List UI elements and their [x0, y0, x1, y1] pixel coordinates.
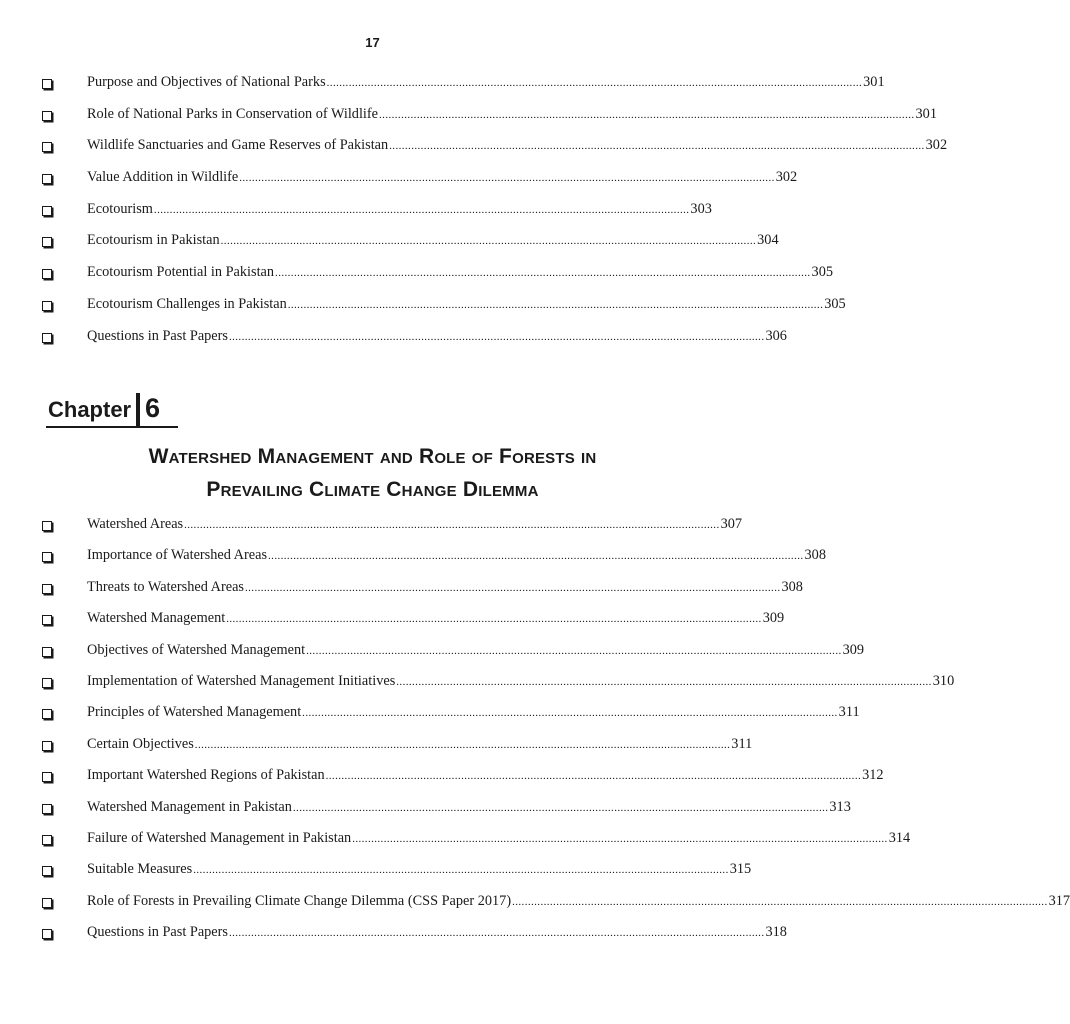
checkbox-bullet-icon	[42, 142, 52, 152]
toc-entry	[42, 735, 753, 767]
dot-leader: ..........................................................................................................................................................................	[292, 801, 829, 814]
dot-leader: ..........................................................................................................................................................................	[287, 298, 824, 311]
chapter-underline	[46, 426, 178, 428]
dot-leader: ..........................................................................................................................................................................	[194, 738, 731, 751]
toc-entry-title: Watershed Management in Pakistan	[87, 798, 292, 815]
toc-entry-page: 301	[915, 105, 937, 122]
toc-entry	[42, 200, 712, 233]
checkbox-bullet-icon	[42, 898, 52, 908]
toc-entry	[42, 516, 743, 547]
toc-entry-page: 301	[863, 74, 885, 90]
toc-entry-page: 306	[765, 327, 787, 344]
toc-entry-title: Objectives of Watershed Management	[87, 641, 306, 658]
toc-entry-page: 305	[811, 264, 833, 281]
toc-entry-title: Threats to Watershed Areas	[87, 578, 244, 595]
checkbox-bullet-icon	[42, 741, 52, 751]
checkbox-bullet-icon	[42, 584, 52, 594]
toc-entry-page: 304	[757, 232, 779, 249]
dot-leader: ..........................................................................................................................................................................	[396, 675, 932, 688]
toc-entry-title: Questions in Past Papers	[87, 924, 228, 941]
toc-entry-page: 303	[690, 200, 712, 217]
toc-entry	[42, 137, 948, 169]
checkbox-bullet-icon	[42, 206, 52, 216]
toc-entry	[42, 74, 885, 106]
checkbox-bullet-icon	[42, 647, 52, 657]
toc-entry	[42, 829, 911, 861]
chapter-number: 6	[145, 393, 161, 423]
toc-entry-title: Ecotourism	[87, 200, 153, 217]
toc-entry-page: 311	[838, 704, 860, 721]
toc-entry	[42, 105, 937, 138]
toc-entry-title: Important Watershed Regions of Pakistan	[87, 767, 325, 784]
dot-leader: ..........................................................................................................................................................................	[153, 203, 690, 216]
toc-entry-page: 308	[781, 578, 803, 595]
toc-entry-title: Questions in Past Papers	[87, 327, 228, 344]
toc-entry-page: 315	[729, 861, 752, 878]
chapter-title-line-2: Prevailing Climate Change Dilemma	[206, 478, 539, 501]
toc-entry-title: Implementation of Watershed Management Initiatives	[87, 672, 396, 689]
toc-entry-title: Role of National Parks in Conservation of Wildlife	[87, 105, 379, 122]
checkbox-bullet-icon	[42, 79, 52, 89]
toc-entry	[42, 295, 846, 328]
toc-entry-page: 318	[765, 924, 787, 941]
checkbox-bullet-icon	[42, 237, 52, 247]
toc-entry-title: Role of Forests in Prevailing Climate Change Dilemma (CSS Paper 2017)	[87, 892, 512, 909]
toc-entry	[42, 264, 833, 296]
toc-entry-page: 310	[932, 672, 955, 689]
toc-entry	[42, 892, 1070, 924]
chapter-heading	[44, 388, 184, 434]
checkbox-bullet-icon	[42, 678, 52, 688]
toc-entry-title: Purpose and Objectives of National Parks	[87, 74, 326, 90]
toc-entry-title: Ecotourism Potential in Pakistan	[87, 264, 275, 281]
toc-entry-title: Value Addition in Wildlife	[87, 169, 239, 186]
dot-leader: ..........................................................................................................................................................................	[193, 864, 729, 877]
dot-leader: ..........................................................................................................................................................................	[306, 644, 842, 657]
toc-entry	[42, 327, 787, 360]
toc-entry-page: 312	[862, 767, 884, 784]
checkbox-bullet-icon	[42, 835, 52, 845]
dot-leader: ..........................................................................................................................................................................	[389, 140, 925, 153]
dot-leader: ..........................................................................................................................................................................	[228, 330, 765, 343]
dot-leader: ..........................................................................................................................................................................	[239, 172, 775, 185]
toc-entry-title: Ecotourism Challenges in Pakistan	[87, 295, 287, 312]
checkbox-bullet-icon	[42, 866, 52, 876]
toc-entry-page: 313	[829, 798, 851, 815]
checkbox-bullet-icon	[42, 615, 52, 625]
toc-entry	[42, 641, 865, 673]
toc-entry	[42, 578, 803, 610]
checkbox-bullet-icon	[42, 301, 52, 311]
toc-entry	[42, 672, 955, 704]
toc-entry-title: Ecotourism in Pakistan	[87, 232, 220, 249]
dot-leader: ..........................................................................................................................................................................	[245, 581, 781, 594]
toc-entry-page: 317	[1048, 892, 1070, 909]
toc-entry-title: Watershed Management	[87, 610, 226, 627]
toc-entry-page: 302	[775, 169, 798, 186]
checkbox-bullet-icon	[42, 804, 52, 814]
checkbox-bullet-icon	[42, 521, 52, 531]
dot-leader: ..........................................................................................................................................................................	[228, 927, 765, 940]
checkbox-bullet-icon	[42, 269, 52, 279]
dot-leader: ..........................................................................................................................................................................	[352, 832, 888, 845]
toc-entry	[42, 924, 787, 955]
toc-entry-page: 311	[731, 735, 753, 752]
toc-entry-page: 307	[720, 516, 743, 532]
checkbox-bullet-icon	[42, 174, 52, 184]
dot-leader: ..........................................................................................................................................................................	[325, 770, 862, 783]
checkbox-bullet-icon	[42, 709, 52, 719]
chapter-divider	[136, 393, 140, 426]
toc-entry-title: Importance of Watershed Areas	[87, 547, 268, 564]
toc-entry-title: Principles of Watershed Management	[87, 704, 302, 721]
toc-entry	[42, 610, 785, 641]
checkbox-bullet-icon	[42, 929, 52, 939]
toc-entry-page: 302	[925, 137, 948, 154]
toc-entry-page: 308	[804, 547, 826, 564]
dot-leader: ..........................................................................................................................................................................	[512, 895, 1048, 908]
chapter-title	[60, 440, 685, 506]
dot-leader: ..........................................................................................................................................................................	[268, 550, 804, 563]
toc-entry-page: 309	[762, 610, 785, 627]
toc-entry	[42, 767, 884, 798]
toc-entry-title: Suitable Measures	[87, 861, 193, 878]
page-number: 17	[365, 35, 380, 50]
toc-entry-title: Wildlife Sanctuaries and Game Reserves of Pakistan	[87, 137, 389, 154]
toc-section-watershed	[42, 516, 1070, 955]
dot-leader: ..........................................................................................................................................................................	[302, 707, 838, 720]
dot-leader: ..........................................................................................................................................................................	[184, 519, 720, 531]
toc-entry-title: Failure of Watershed Management in Pakistan	[87, 829, 352, 846]
toc-entry	[42, 704, 860, 735]
toc-entry-title: Watershed Areas	[87, 516, 184, 532]
toc-entry	[42, 169, 798, 201]
toc-entry	[42, 547, 826, 578]
toc-entry	[42, 798, 851, 830]
toc-section-national-parks	[42, 74, 948, 359]
chapter-title-line-1: Watershed Management and Role of Forests in	[148, 445, 597, 468]
toc-entry-page: 309	[842, 641, 865, 658]
dot-leader: ..........................................................................................................................................................................	[275, 267, 811, 280]
checkbox-bullet-icon	[42, 111, 52, 121]
toc-entry-page: 314	[888, 829, 911, 846]
dot-leader: ..........................................................................................................................................................................	[379, 108, 915, 121]
toc-entry	[42, 232, 779, 264]
toc-entry-page: 305	[824, 295, 846, 312]
dot-leader: ..........................................................................................................................................................................	[220, 235, 757, 248]
toc-entry	[42, 861, 752, 892]
checkbox-bullet-icon	[42, 772, 52, 782]
dot-leader: ..........................................................................................................................................................................	[326, 77, 863, 89]
chapter-label: Chapter	[48, 397, 132, 422]
checkbox-bullet-icon	[42, 552, 52, 562]
checkbox-bullet-icon	[42, 333, 52, 343]
dot-leader: ..........................................................................................................................................................................	[226, 613, 762, 626]
toc-entry-title: Certain Objectives	[87, 735, 194, 752]
